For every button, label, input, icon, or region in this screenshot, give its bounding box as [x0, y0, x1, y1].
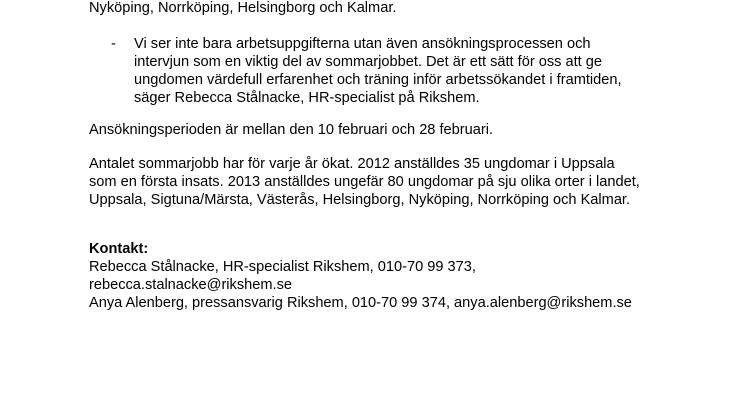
stats-line-2: som en första insats. 2013 anställdes ungefär 80 ungdomar på sju olika orter i landet, — [89, 174, 640, 190]
quote-line-4: säger Rebecca Stålnacke, HR-specialist på Rikshem. — [134, 90, 480, 106]
stats-line-1: Antalet sommarjobb har för varje år ökat. 2012 anställdes 35 ungdomar i Uppsala — [89, 156, 615, 172]
intro-line: Nyköping, Norrköping, Helsingborg och Kalmar. — [89, 0, 397, 16]
contact-heading: Kontakt: — [89, 241, 149, 257]
contact-line-3: Anya Alenberg, pressansvarig Rikshem, 010-70 99 374, anya.alenberg@rikshem.se — [89, 295, 632, 311]
contact-line-1: Rebecca Stålnacke, HR-specialist Rikshem, 010-70 99 373, — [89, 259, 476, 275]
quote-bullet: - — [111, 36, 116, 52]
contact-email-link[interactable]: rebecca.stalnacke@rikshem.se — [89, 277, 292, 293]
quote-line-2: intervjun som en viktig del av sommarjobbet. Det är ett sätt för oss att ge — [134, 54, 603, 70]
application-period: Ansökningsperioden är mellan den 10 februari och 28 februari. — [89, 122, 494, 138]
stats-line-3: Uppsala, Sigtuna/Märsta, Västerås, Helsingborg, Nyköping, Norrköping och Kalmar. — [89, 192, 631, 208]
quote-line-1: Vi ser inte bara arbetsuppgifterna utan även ansökningsprocessen och — [134, 36, 591, 52]
quote-line-3: ungdomen värdefull erfarenhet och träning inför arbetssökandet i framtiden, — [134, 72, 622, 88]
